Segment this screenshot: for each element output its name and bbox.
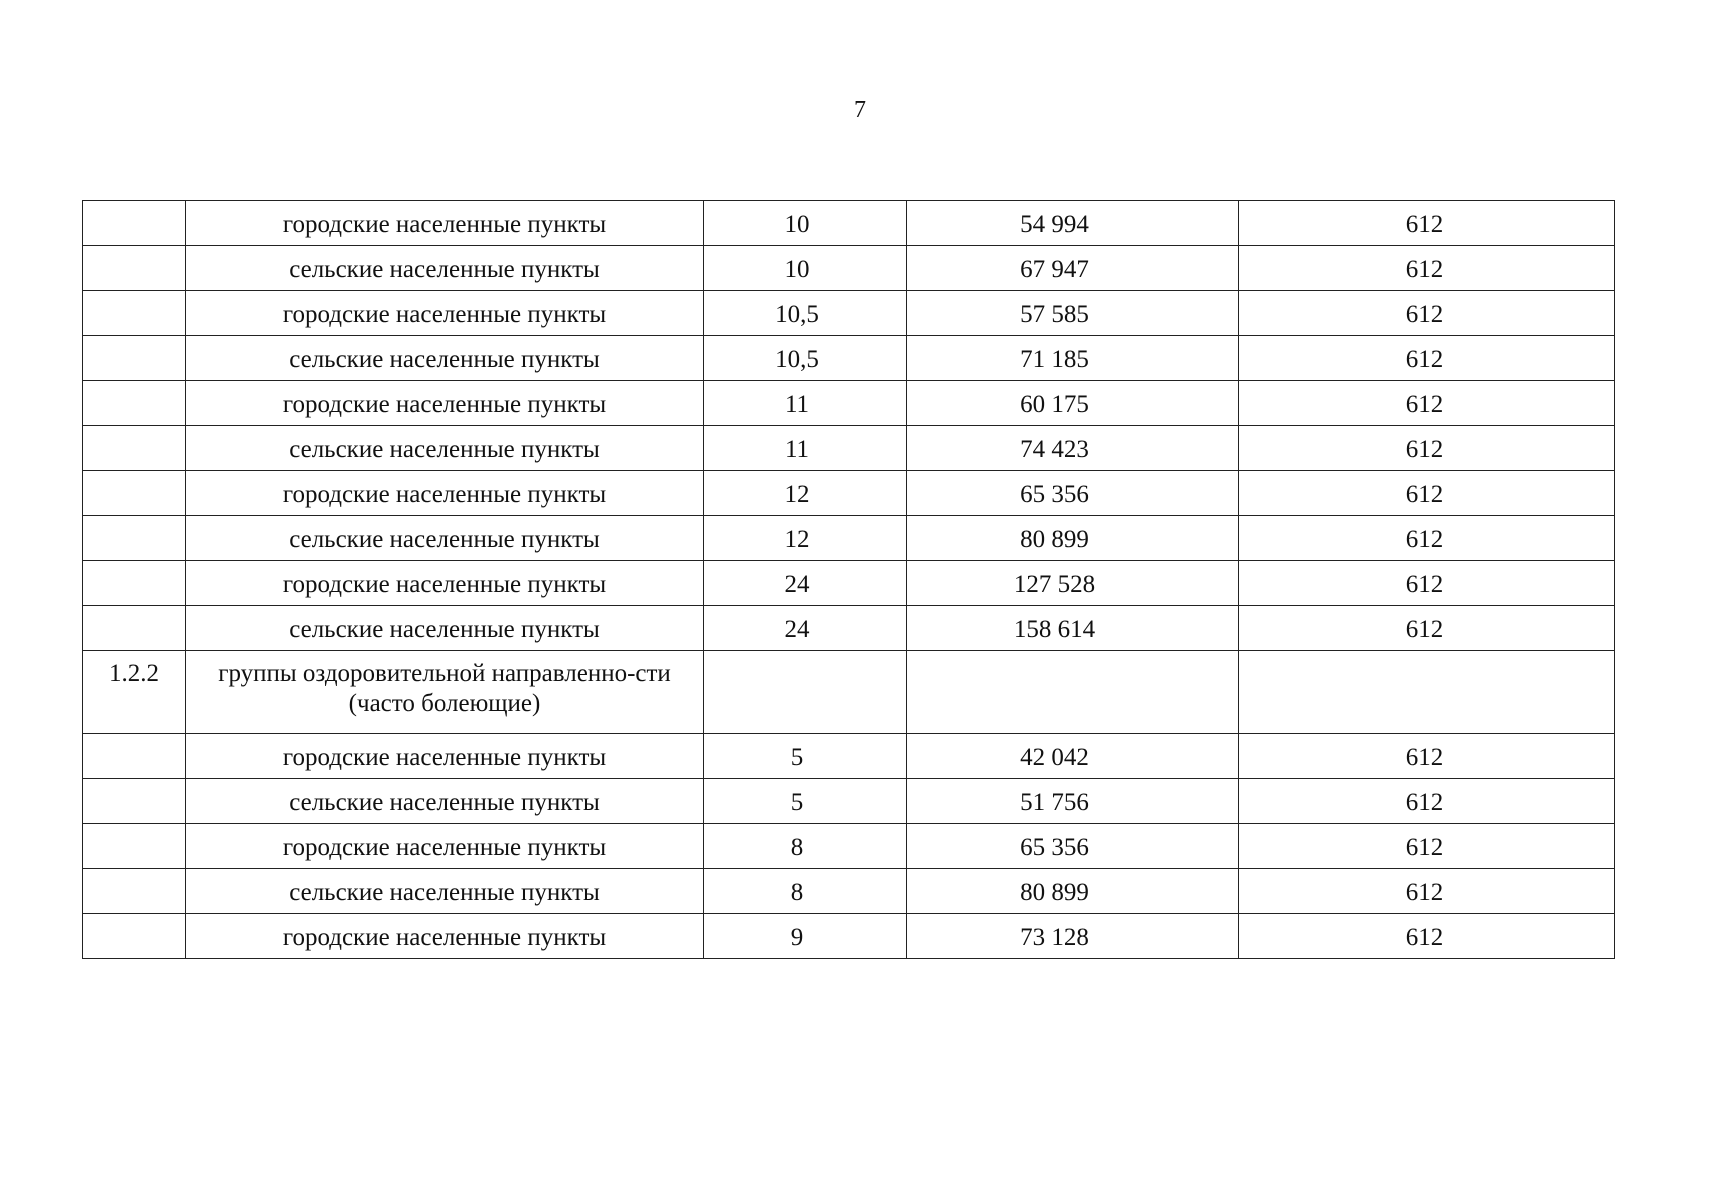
cost-value: 74 423 bbox=[907, 426, 1239, 471]
section-title: группы оздоровительной направленно-сти (часто болеющие) bbox=[186, 651, 704, 734]
table-row bbox=[83, 381, 1615, 426]
hours-value: 10 bbox=[704, 246, 907, 291]
settlement-type: городские населенные пункты bbox=[186, 824, 704, 869]
table-row bbox=[83, 516, 1615, 561]
row-number bbox=[83, 336, 186, 381]
code-value: 612 bbox=[1239, 246, 1615, 291]
settlement-type: городские населенные пункты bbox=[186, 561, 704, 606]
hours-value: 9 bbox=[704, 914, 907, 959]
settlement-type: сельские населенные пункты bbox=[186, 516, 704, 561]
settlement-type: сельские населенные пункты bbox=[186, 426, 704, 471]
settlement-type: городские населенные пункты bbox=[186, 291, 704, 336]
code-value: 612 bbox=[1239, 291, 1615, 336]
code-value: 612 bbox=[1239, 471, 1615, 516]
row-number bbox=[83, 914, 186, 959]
table-row bbox=[83, 471, 1615, 516]
row-number bbox=[83, 824, 186, 869]
page-number: 7 bbox=[854, 97, 866, 123]
code-value: 612 bbox=[1239, 914, 1615, 959]
cost-value: 54 994 bbox=[907, 201, 1239, 246]
hours-value: 10 bbox=[704, 201, 907, 246]
section-row bbox=[83, 651, 1615, 734]
table-row bbox=[83, 561, 1615, 606]
settlement-type: городские населенные пункты bbox=[186, 734, 704, 779]
code-value: 612 bbox=[1239, 779, 1615, 824]
hours-value bbox=[704, 651, 907, 734]
settlement-type: городские населенные пункты bbox=[186, 201, 704, 246]
cost-value: 158 614 bbox=[907, 606, 1239, 651]
cost-value: 80 899 bbox=[907, 869, 1239, 914]
row-number bbox=[83, 734, 186, 779]
code-value: 612 bbox=[1239, 606, 1615, 651]
settlement-type: сельские населенные пункты bbox=[186, 869, 704, 914]
settlement-type: сельские населенные пункты bbox=[186, 336, 704, 381]
cost-value: 42 042 bbox=[907, 734, 1239, 779]
hours-value: 24 bbox=[704, 561, 907, 606]
settlement-type: сельские населенные пункты bbox=[186, 779, 704, 824]
row-number bbox=[83, 381, 186, 426]
code-value: 612 bbox=[1239, 734, 1615, 779]
row-number bbox=[83, 516, 186, 561]
row-number bbox=[83, 779, 186, 824]
settlement-type: городские населенные пункты bbox=[186, 914, 704, 959]
cost-value: 60 175 bbox=[907, 381, 1239, 426]
code-value: 612 bbox=[1239, 516, 1615, 561]
row-number bbox=[83, 201, 186, 246]
cost-value: 80 899 bbox=[907, 516, 1239, 561]
cost-value: 67 947 bbox=[907, 246, 1239, 291]
hours-value: 11 bbox=[704, 381, 907, 426]
code-value: 612 bbox=[1239, 869, 1615, 914]
table-row bbox=[83, 426, 1615, 471]
row-number bbox=[83, 291, 186, 336]
settlement-type: сельские населенные пункты bbox=[186, 606, 704, 651]
code-value: 612 bbox=[1239, 381, 1615, 426]
settlement-type: городские населенные пункты bbox=[186, 381, 704, 426]
cost-value: 51 756 bbox=[907, 779, 1239, 824]
hours-value: 10,5 bbox=[704, 291, 907, 336]
hours-value: 12 bbox=[704, 471, 907, 516]
cost-value: 73 128 bbox=[907, 914, 1239, 959]
section-number: 1.2.2 bbox=[83, 651, 186, 734]
table-row bbox=[83, 914, 1615, 959]
table-row bbox=[83, 606, 1615, 651]
hours-value: 5 bbox=[704, 734, 907, 779]
code-value: 612 bbox=[1239, 824, 1615, 869]
hours-value: 12 bbox=[704, 516, 907, 561]
hours-value: 5 bbox=[704, 779, 907, 824]
row-number bbox=[83, 246, 186, 291]
cost-value: 57 585 bbox=[907, 291, 1239, 336]
table-row bbox=[83, 824, 1615, 869]
tariff-table bbox=[82, 200, 1615, 959]
hours-value: 8 bbox=[704, 824, 907, 869]
hours-value: 24 bbox=[704, 606, 907, 651]
row-number bbox=[83, 606, 186, 651]
code-value: 612 bbox=[1239, 336, 1615, 381]
cost-value: 65 356 bbox=[907, 471, 1239, 516]
settlement-type: городские населенные пункты bbox=[186, 471, 704, 516]
table-row bbox=[83, 336, 1615, 381]
code-value: 612 bbox=[1239, 201, 1615, 246]
code-value: 612 bbox=[1239, 561, 1615, 606]
cost-value: 71 185 bbox=[907, 336, 1239, 381]
table-row bbox=[83, 201, 1615, 246]
row-number bbox=[83, 426, 186, 471]
hours-value: 11 bbox=[704, 426, 907, 471]
table-row bbox=[83, 869, 1615, 914]
row-number bbox=[83, 561, 186, 606]
code-value bbox=[1239, 651, 1615, 734]
table-row bbox=[83, 734, 1615, 779]
table-row bbox=[83, 291, 1615, 336]
table-row bbox=[83, 246, 1615, 291]
settlement-type: сельские населенные пункты bbox=[186, 246, 704, 291]
table-body bbox=[83, 201, 1615, 959]
cost-value: 127 528 bbox=[907, 561, 1239, 606]
code-value: 612 bbox=[1239, 426, 1615, 471]
hours-value: 10,5 bbox=[704, 336, 907, 381]
hours-value: 8 bbox=[704, 869, 907, 914]
cost-value: 65 356 bbox=[907, 824, 1239, 869]
row-number bbox=[83, 471, 186, 516]
table-row bbox=[83, 779, 1615, 824]
row-number bbox=[83, 869, 186, 914]
cost-value bbox=[907, 651, 1239, 734]
